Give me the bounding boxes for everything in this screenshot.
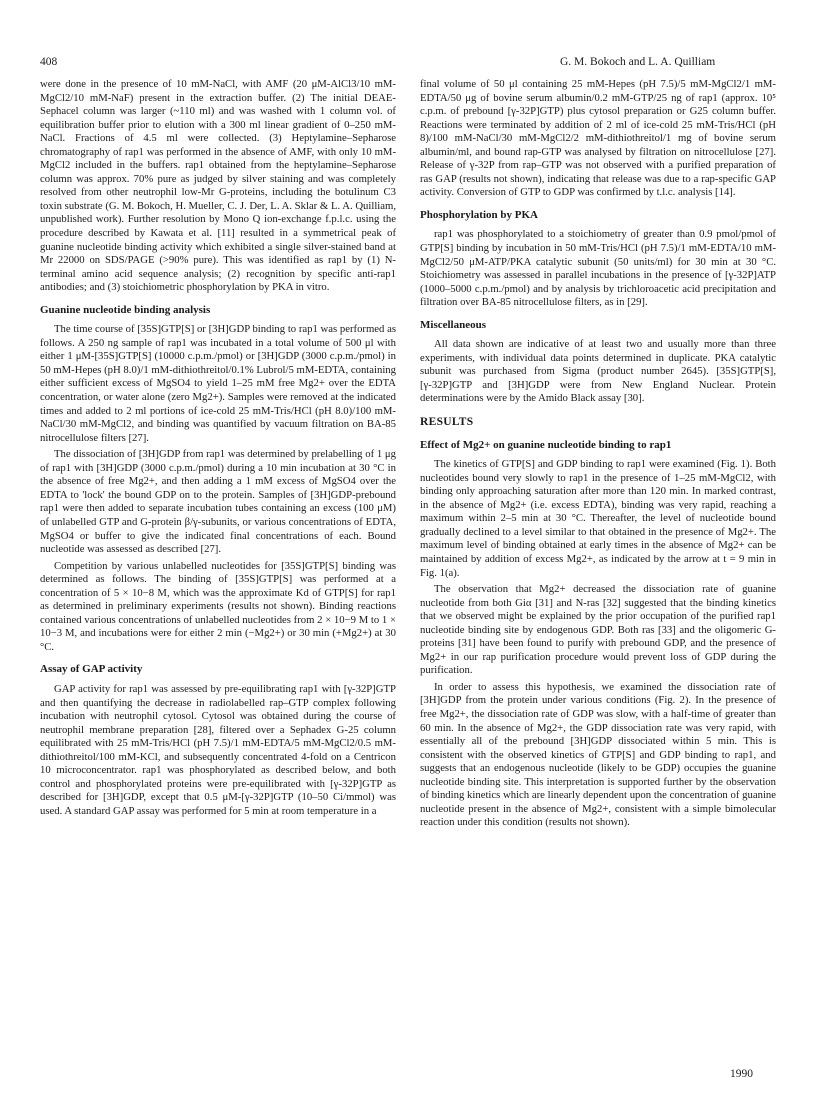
heading-pka: Phosphorylation by PKA bbox=[420, 208, 538, 221]
paragraph-results-hypothesis: The observation that Mg2+ decreased the dissociation rate of guanine nucleotide from both Giα [31] and N-ras [32] suggested that the binding kinetics that we observed might be explained by the prior occupation of the purified rap1 nucleotide binding site by endogenous GDP. Both ras [33] and the oligomeric G-proteins [31] have been found to purify with prebound GDP, and the presence of Mg2+ in our rap purification procedure would prevent loss of GDP during the purification. bbox=[420, 583, 776, 677]
paragraph-gap-assay: GAP activity for rap1 was assessed by pre-equilibrating rap1 with [γ-32P]GTP and then quantifying the decrease in radiolabelled rap–GTP complex following incubation with neutrophil cytosol. Cytosol was obtained during the course of neutrophil membrane preparation [28], filtered over a Sephadex G-25 column equilibrated with 25 mM-Tris/HCl (pH 7.5)/1 mM-EDTA/5 mM-MgCl2/0.5 mM-dithiothreitol/100 mM-KCl, and subsequently concentrated 4-fold on a Centricon 10 microconcentrator. rap1 was phosphorylated as described below, and both control and phosphorylated proteins were pre-equilibrated with [γ-32P]GTP as described for [3H]GDP, except that 0.5 μM-[γ-32P]GTP (10–50 Ci/mmol) was used. A standard GAP assay was performed for 5 min at room temperature in a bbox=[40, 682, 396, 817]
page-number: 408 bbox=[40, 56, 58, 68]
paragraph-miscellaneous: All data shown are indicative of at least two and usually more than three experiments, with individual data points determined in duplicate. PKA catalytic subunit was purchased from Sigma (product number 2645). [35S]GTP[S], [γ-32P]GTP and [3H]GDP were from New England Nuclear. Protein determinations were by the Amido Black assay [30]. bbox=[420, 338, 776, 405]
running-header-authors: G. M. Bokoch and L. A. Quilliam bbox=[560, 56, 716, 68]
heading-miscellaneous: Miscellaneous bbox=[420, 318, 486, 331]
right-column bbox=[420, 78, 776, 833]
paragraph-results-dissociation: In order to assess this hypothesis, we examined the dissociation rate of [3H]GDP from the protein under various conditions (Fig. 2). In the presence of free Mg2+, the dissociation rate of GDP was slow, with a half-time of greater than 60 min. In the absence of Mg2+, the GDP dissociation rate was very rapid, with essentially all of the prebound [3H]GDP dissociated within 5 min. This is consistent with the observed kinetics of GTP[S] and GDP binding to rap1, and suggests that an endogenous nucleotide (likely to be GDP) occupies the guanine nucleotide binding site. This interpretation is supported further by the observation of binding kinetics which are linearly dependent upon the concentration of guanine nucleotide present in the absence of Mg2+, consistent with a simple bimolecular reaction under this condition (results not shown). bbox=[420, 680, 776, 829]
left-column bbox=[40, 78, 396, 821]
heading-nucleotide-binding: Guanine nucleotide binding analysis bbox=[40, 303, 211, 316]
heading-results: RESULTS bbox=[420, 416, 474, 429]
heading-gap-assay: Assay of GAP activity bbox=[40, 663, 143, 676]
paragraph-results-kinetics: The kinetics of GTP[S] and GDP binding to rap1 were examined (Fig. 1). Both nucleotides bound very slowly to rap1 in the presence of 1–25 mM-MgCl2, with binding only approaching saturation after more than 120 min. In marked contrast, in the absence of Mg2+ (i.e. excess EDTA), binding was very rapid, reaching a maximum within 2–5 min at 30 °C. Thereafter, the level of nucleotide bound gradually declined to a level similar to that obtained in the presence of Mg2+. The maximum level of binding obtained at early times in the absence of Mg2+ can be maintained by addition of excess Mg2+, as indicated by the arrow at t = 9 min in Fig. 1(a). bbox=[420, 458, 776, 579]
paragraph-gap-continued: final volume of 50 μl containing 25 mM-Hepes (pH 7.5)/5 mM-MgCl2/1 mM-EDTA/50 μg of bovine serum albumin/0.2 mM-GTP/25 ng of rap1 (approx. 10⁵ c.p.m. of prebound [γ-32P]GTP) plus cytosol preparation or G25 column buffer. Reactions were terminated by addition of 2 ml of ice-cold 25 mM-Tris/HCl (pH 8)/100 mM-NaCl/30 mM-MgCl2/2 mM-dithiothreitol/1 mg of bovine serum albumin/ml, and bound rap-GTP was analysed by filtration on nitrocellulose [27]. Release of γ-32P from rap–GTP was not observed with a purified preparation of ras GAP (results not shown), indicating that release was due to a rap-specific GAP activity. Conversion of GTP to GDP was confirmed by t.l.c. analysis [14]. bbox=[420, 78, 776, 199]
paragraph-methods-intro: were done in the presence of 10 mM-NaCl, with AMF (20 μM-AlCl3/10 mM-MgCl2/10 mM-NaF) present in the extraction buffer. (2) The initial DEAE-Sephacel column was larger (~110 ml) and was washed with 1 column vol. of equilibration buffer prior to elution with a 300 ml linear gradient of 0–250 mM-NaCl. Fractions of 4.5 ml were collected. (3) Heptylamine–Sepharose chromatography of rap1 was performed in the absence of AMF, with only 10 mM-MgCl2 included in the buffers. rap1 obtained from the heptylamine–Sepharose column was approx. 70% pure as judged by silver staining and was completely resolved from other neutrophil low-Mr G-proteins, including the botulinum C3 toxin substrate (G. M. Bokoch, H. Mueller, C. J. Der, L. A. Sklar & L. A. Quilliam, unpublished work). Further resolution by Mono Q ion-exchange f.p.l.c. using the procedure described by Kawata et al. [11] resulted in a symmetrical peak of guanine nucleotide binding activity which exhibited a single silver-stained band at Mr 22000 on SDS/PAGE (>90% pure). This was identified as rap1 by (1) N-terminal amino acid sequence analysis; (2) recognition by specific anti-rap1 antibodies; and (3) stoichiometric phosphorylation by PKA in vitro. bbox=[40, 78, 396, 294]
paragraph-gdp-dissociation: The dissociation of [3H]GDP from rap1 was determined by prelabelling of 1 μg of rap1 with [3H]GDP (3000 c.p.m./pmol) during a 10 min incubation at 30 °C in the absence of free Mg2+, and then adding a 1 mM excess of MgSO4 over the EDTA to 'lock' the bound GDP on to the protein. Samples of [3H]GDP-prebound rap1 were then added to separate incubation tubes containing an excess (100 μM) of unlabelled GTP and G-protein β/γ-subunits, or various concentrations of EDTA, MgSO4 or buffer to give the indicated final concentrations of each. Bound nucleotide was assessed as described [27]. bbox=[40, 448, 396, 556]
footer-year: 1990 bbox=[730, 1068, 753, 1080]
heading-mg-effect: Effect of Mg2+ on guanine nucleotide binding to rap1 bbox=[420, 438, 672, 451]
paragraph-binding-time-course: The time course of [35S]GTP[S] or [3H]GDP binding to rap1 was performed as follows. A 250 ng sample of rap1 was incubated in a total volume of 500 μl with either 1 μM-[35S]GTP[S] (10000 c.p.m./pmol) or [3H]GDP (3000 c.p.m./pmol) in 50 mM-Hepes (pH 8.0)/1 mM-dithiothreitol/0.1% Lubrol/5 mM-EDTA, containing either sufficient excess of MgSO4 to yield 1–25 mM free Mg2+ over the EDTA concentration, or water alone (zero Mg2+). Samples were removed at the indicated times and added to 2 ml portions of ice-cold 25 mM-Tris/HCl (pH 8.0)/100 mM-NaCl/30 mM-MgCl2, and binding was quantified by vacuum filtration on BA-85 nitrocellulose filters [27]. bbox=[40, 323, 396, 444]
paragraph-competition: Competition by various unlabelled nucleotides for [35S]GTP[S] binding was determined as follows. The binding of [35S]GTP[S] was performed at a concentration of 5 × 10−8 M, which was the approximate Kd of GTP[S] for rap1 as determined in preliminary experiments (results not shown). Binding reactions contained various concentrations of unlabelled nucleotides from 2 × 10−9 M to 1 × 10−3 M, and incubations were for either 2 min (−Mg2+) or 30 min (+Mg2+) at 30 °C. bbox=[40, 559, 396, 653]
paragraph-pka: rap1 was phosphorylated to a stoichiometry of greater than 0.9 pmol/pmol of GTP[S] binding by incubation in 50 mM-Tris/HCl (pH 7.5)/1 mM-EDTA/10 mM-MgCl2/50 μM-ATP/PKA catalytic subunit (50 units/ml) for 30 min at 30 °C. Stoichiometry was assessed in parallel incubations in the presence of [γ-32P]ATP (1000–5000 c.p.m./pmol) and by analysis by trichloroacetic acid precipitation and filtration over BA-85 nitrocellulose filters, as in [29]. bbox=[420, 228, 776, 309]
